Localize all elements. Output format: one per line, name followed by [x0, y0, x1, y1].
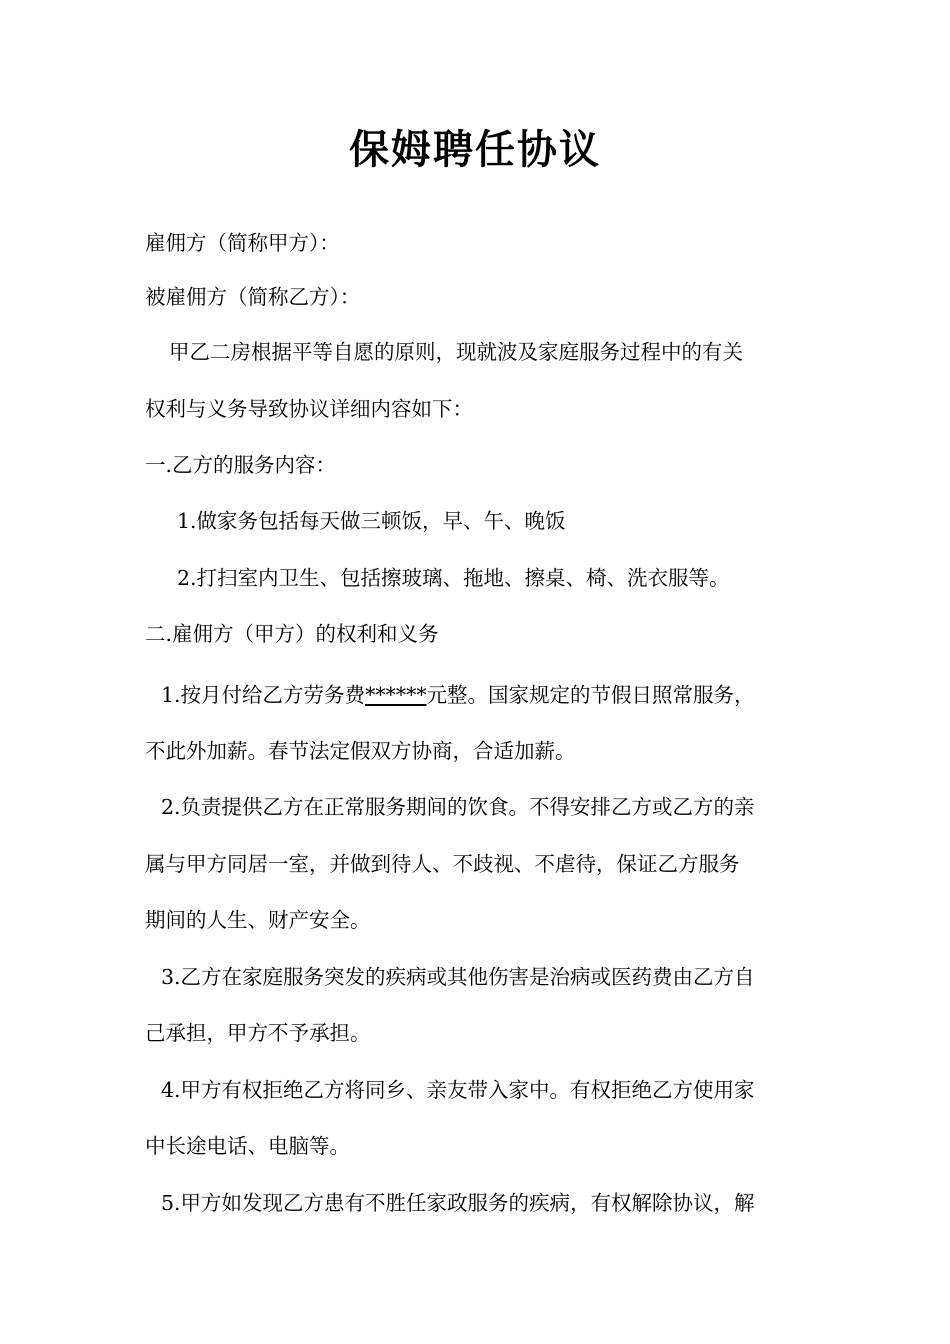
section2-item5-line1: 5.甲方如发现乙方患有不胜任家政服务的疾病，有权解除协议，解: [161, 1191, 755, 1215]
section2-item2-line2: 属与甲方同居一室，并做到待人、不歧视、不虐待，保证乙方服务: [145, 852, 740, 876]
section2-item1-prefix: 1.按月付给乙方劳务费: [161, 683, 366, 707]
section2-item2-line3: 期间的人生、财产安全。: [145, 908, 371, 932]
section1-item2: 2.打扫室内卫生、包括擦玻璃、拖地、擦桌、椅、洗衣服等。: [177, 566, 730, 590]
document-title: 保姆聘任协议: [349, 126, 601, 173]
intro-line-2: 权利与义务导致协议详细内容如下：: [145, 397, 473, 421]
section2-item1-suffix: 元整。国家规定的节假日照常服务，: [426, 683, 755, 707]
fee-amount-blank: ******: [365, 683, 427, 707]
section2-item2-line1: 2.负责提供乙方在正常服务期间的饮食。不得安排乙方或乙方的亲: [161, 795, 755, 819]
section2-item3-line1: 3.乙方在家庭服务突发的疾病或其他伤害是治病或医药费由乙方自: [161, 965, 755, 989]
section1-heading: 一.乙方的服务内容：: [145, 453, 337, 477]
employee-label: 被雇佣方（简称乙方）：: [145, 285, 361, 309]
section2-item4-line1: 4.甲方有权拒绝乙方将同乡、亲友带入家中。有权拒绝乙方使用家: [161, 1078, 755, 1102]
section2-item1-line2: 不此外加薪。春节法定假双方协商，合适加薪。: [145, 739, 576, 763]
employer-label: 雇佣方（简称甲方）：: [145, 231, 340, 255]
section2-item1-line1: [145, 680, 826, 710]
section2-item3-line2: 己承担，甲方不予承担。: [145, 1021, 371, 1045]
section2-heading: 二.雇佣方（甲方）的权利和义务: [145, 622, 439, 646]
section2-item4-line2: 中长途电话、电脑等。: [145, 1134, 350, 1158]
section1-item1: 1.做家务包括每天做三顿饭，早、午、晚饭: [177, 509, 566, 533]
intro-line-1: 甲乙二房根据平等自愿的原则，现就波及家庭服务过程中的有关: [169, 340, 743, 364]
